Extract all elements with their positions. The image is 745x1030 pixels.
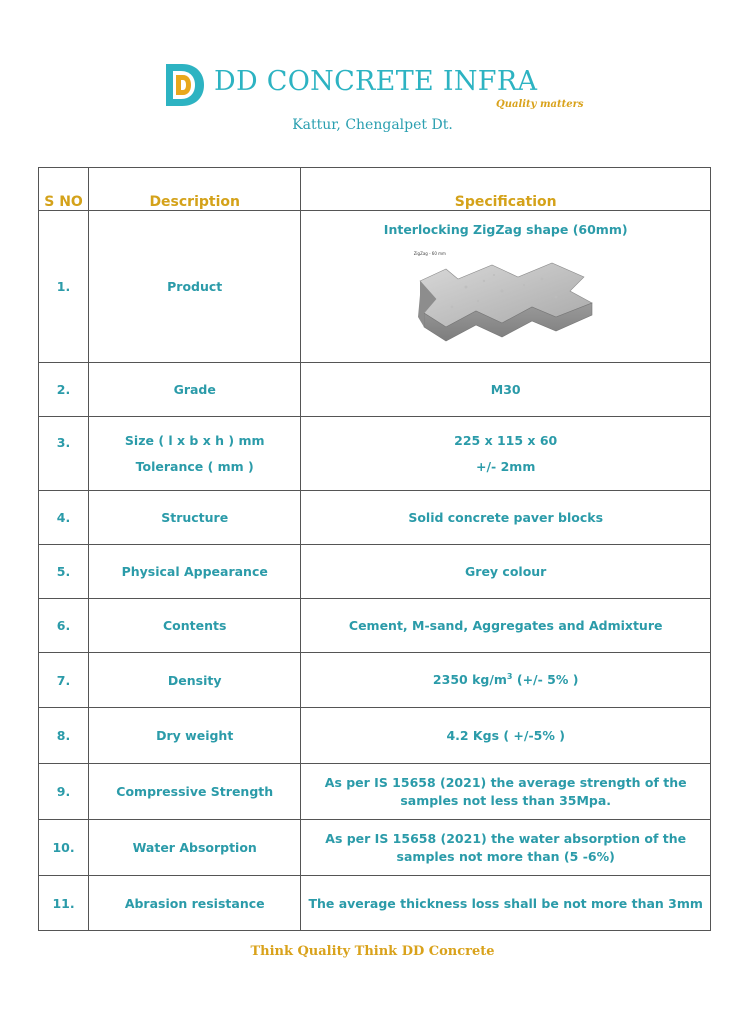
header-description: Description [89, 168, 301, 211]
row-description: Water Absorption [89, 820, 301, 876]
row-specification [301, 211, 711, 363]
dd-logo-icon [162, 62, 206, 108]
row-sno: 4. [39, 491, 89, 545]
company-name: DD CONCRETE INFRA [214, 66, 538, 97]
row-description: Structure [89, 491, 301, 545]
paver-image-caption: ZigZag - 60 mm [413, 251, 446, 256]
row-specification [301, 653, 711, 708]
row-description: Dry weight [89, 708, 301, 764]
table-row [39, 545, 711, 599]
row-specification: M30 [301, 363, 711, 417]
header-sno: S NO [39, 168, 89, 211]
table-row [39, 764, 711, 820]
row-description: Grade [89, 363, 301, 417]
product-spec-text: Interlocking ZigZag shape (60mm) [383, 222, 628, 237]
specification-table [38, 167, 711, 931]
table-header-row [39, 168, 711, 211]
row-description: Physical Appearance [89, 545, 301, 599]
row-specification: Cement, M-sand, Aggregates and Admixture [301, 599, 711, 653]
row-sno: 5. [39, 545, 89, 599]
row-sno: 3. [39, 417, 89, 491]
row-specification: The average thickness loss shall be not more than 3mm [301, 876, 711, 931]
size-label: Size ( l x b x h ) mm [124, 432, 265, 448]
row-sno: 1. [39, 211, 89, 363]
table-row [39, 820, 711, 876]
table-row [39, 653, 711, 708]
row-specification: Solid concrete paver blocks [301, 491, 711, 545]
density-tolerance: (+/- 5% ) [512, 672, 579, 688]
table-row [39, 211, 711, 363]
row-specification [301, 417, 711, 491]
row-specification: 4.2 Kgs ( +/-5% ) [301, 708, 711, 764]
density-value: 2350 kg/m [432, 672, 507, 688]
row-sno: 8. [39, 708, 89, 764]
row-specification: As per IS 15658 (2021) the average strength of the samples not less than 35Mpa. [301, 764, 711, 820]
table-row [39, 876, 711, 931]
header-specification: Specification [301, 168, 711, 211]
table-row [39, 417, 711, 491]
footer-slogan: Think Quality Think DD Concrete [250, 944, 495, 959]
row-description: Density [89, 653, 301, 708]
row-description: Product [89, 211, 301, 363]
company-location: Kattur, Chengalpet Dt. [292, 117, 453, 133]
letterhead [0, 58, 745, 138]
row-sno: 11. [39, 876, 89, 931]
tolerance-value: +/- 2mm [476, 458, 536, 474]
row-sno: 7. [39, 653, 89, 708]
row-specification: Grey colour [301, 545, 711, 599]
row-description: Compressive Strength [89, 764, 301, 820]
table-row [39, 363, 711, 417]
table-row [39, 491, 711, 545]
row-specification: As per IS 15658 (2021) the water absorption of the samples not more than (5 -6%) [301, 820, 711, 876]
company-tagline: Quality matters [496, 99, 584, 110]
row-sno: 6. [39, 599, 89, 653]
row-sno: 2. [39, 363, 89, 417]
table-row [39, 599, 711, 653]
row-description: Contents [89, 599, 301, 653]
row-sno: 9. [39, 764, 89, 820]
paver-block-image [406, 251, 606, 351]
size-value: 225 x 115 x 60 [454, 432, 558, 448]
tolerance-label: Tolerance ( mm ) [135, 458, 254, 474]
row-sno: 10. [39, 820, 89, 876]
table-row [39, 708, 711, 764]
density-exponent: 3 [506, 672, 513, 682]
row-description [89, 417, 301, 491]
zigzag-paver-icon [406, 251, 606, 351]
row-description: Abrasion resistance [89, 876, 301, 931]
